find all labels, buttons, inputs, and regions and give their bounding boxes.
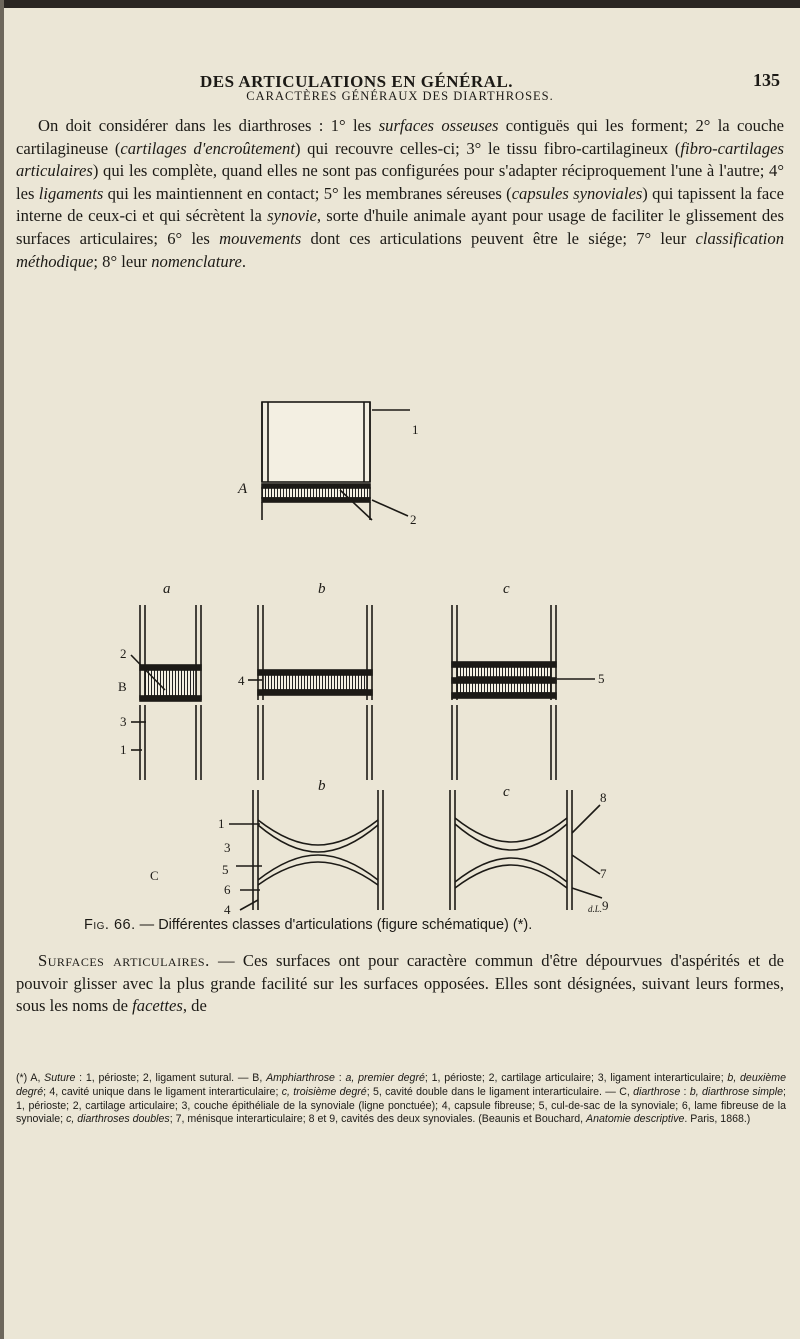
label-4-b: 4 bbox=[238, 673, 245, 688]
diagram-diarthrosis-double bbox=[450, 790, 602, 910]
diagram-amphiarthrosis-b bbox=[248, 605, 372, 780]
label-5-b: 5 bbox=[598, 671, 605, 686]
label-A: A bbox=[238, 481, 248, 497]
label-a: a bbox=[163, 581, 171, 597]
artist-signature: d.L. bbox=[588, 904, 603, 914]
paragraph-diarthroses: On doit considérer dans les diarthroses : 1° les surfaces osseuses contiguës qui les forment; 2° la couche cartilagineuse (cartilages d'encroûtement) qui recouvre celles-ci; 3° le tissu fibro-cartilagineux (fibro-cartilages articulaires) qui les complète, quand elles ne sont pas configurées pour s'adapter réciproquement l'une à l'autre; 4° les ligaments qui les maintiennent en contact; 5° les membranes séreuses (capsules synoviales) qui tapissent la face interne de ceux-ci et qui sécrètent la synovie, sorte d'huile animale ayant pour usage de faciliter le glissement des surfaces articulaires; 6° les mouvements dont ces articulations peuvent être le siége; 7° leur classification méthodique; 8° leur nomenclature. bbox=[16, 116, 785, 271]
page-top-edge bbox=[0, 0, 800, 8]
label-2-top: 2 bbox=[410, 512, 417, 527]
label-c-lower: c bbox=[503, 784, 510, 800]
section-heading: CARACTÈRES GÉNÉRAUX DES DIARTHROSES. bbox=[246, 89, 554, 103]
page-number: 135 bbox=[753, 70, 780, 90]
diagram-amphiarthrosis-a bbox=[131, 605, 201, 780]
label-b-lower: b bbox=[318, 778, 326, 794]
label-9-c: 9 bbox=[602, 898, 609, 913]
label-4-c: 4 bbox=[224, 902, 231, 915]
figure-66 bbox=[0, 400, 800, 915]
label-6-c: 6 bbox=[224, 882, 231, 897]
schematic-diagram bbox=[0, 400, 800, 915]
label-3-b: 3 bbox=[120, 714, 127, 729]
figure-caption: Fig. 66. — Différentes classes d'articulations (figure schématique) (*). bbox=[84, 917, 533, 933]
label-2-b: 2 bbox=[120, 646, 127, 661]
label-7-c: 7 bbox=[600, 866, 607, 881]
paragraph-surfaces-articulaires: Surfaces articulaires. — Ces surfaces ont pour caractère commun d'être dépourvues d'aspérités et de pouvoir glisser avec la plus grande facilité sur les surfaces opposées. Elles sont désignées, suivant leurs formes, sous les noms de facettes, de bbox=[16, 951, 784, 1016]
figure-footnote: (*) A, Suture : 1, périoste; 2, ligament sutural. — B, Amphiarthrose : a, premier degré; 1, périoste; 2, cartilage articulaire; 3, ligament interarticulaire; b, deuxième degré; 4, cavité unique dans le ligament interarticulaire; c, troisième degré; 5, cavité double dans le ligament interarticulaire. — C, diarthrose : b, diarthrose simple; 1, périoste; 2, cartilage articulaire; 3, couche épithéliale de la synoviale (ligne ponctuée); 4, capsule fibreuse; 5, cul-de-sac de la synoviale; 6, lame fibreuse de la synoviale; c, diarthroses doubles; 7, ménisque interarticulaire; 8 et 9, cavités des deux synoviales. (Beaunis et Bouchard, Anatomie descriptive. Paris, 1868.) bbox=[16, 1072, 786, 1126]
diagram-diarthrosis-simple bbox=[229, 790, 383, 910]
label-C: C bbox=[150, 868, 159, 883]
label-b-upper: b bbox=[318, 581, 326, 597]
diagram-suture bbox=[262, 402, 410, 520]
label-1-top: 1 bbox=[412, 422, 419, 437]
running-title: DES ARTICULATIONS EN GÉNÉRAL. bbox=[200, 72, 514, 91]
diagram-amphiarthrosis-c bbox=[452, 605, 595, 780]
label-1-b: 1 bbox=[120, 742, 127, 757]
running-head bbox=[0, 44, 800, 91]
label-3-c: 3 bbox=[224, 840, 231, 855]
label-B: B bbox=[118, 679, 127, 694]
label-8-c: 8 bbox=[600, 790, 607, 805]
label-5-c: 5 bbox=[222, 862, 229, 877]
label-c-upper: c bbox=[503, 581, 510, 597]
label-1-c: 1 bbox=[218, 816, 225, 831]
